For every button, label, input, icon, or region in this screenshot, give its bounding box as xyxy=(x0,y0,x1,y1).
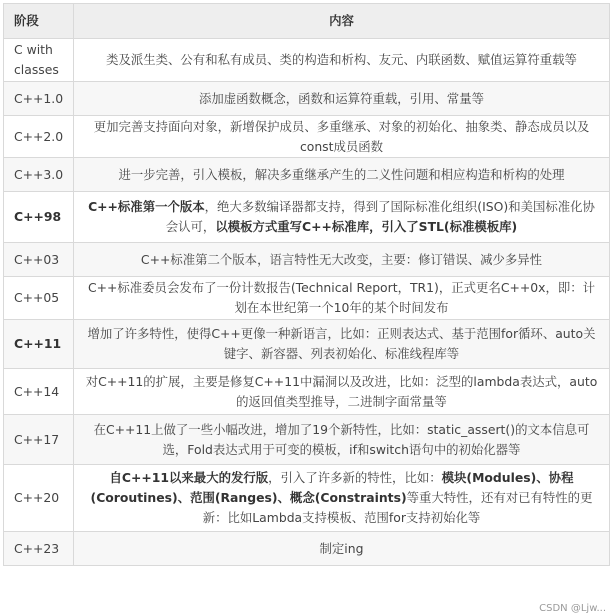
stage-cell: C++1.0 xyxy=(4,82,74,116)
content-cell xyxy=(74,369,610,415)
table-row xyxy=(4,243,610,277)
stage-cell: C++14 xyxy=(4,369,74,415)
content-text: 添加虚函数概念，函数和运算符重载，引用、常量等 xyxy=(199,90,484,106)
table-row xyxy=(4,532,610,566)
content-text: 类及派生类、公有和私有成员、类的构造和析构、友元、内联函数、赋值运算符重载等 xyxy=(106,52,577,67)
content-cell xyxy=(74,532,610,566)
content-highlight: 自C++11以来最大的发行版 xyxy=(109,470,269,485)
content-text: ，绝大多数编译器都支持，得到了国际标准化组织(ISO)和美国标准化协会认可， xyxy=(165,199,595,234)
content-cell xyxy=(74,39,610,82)
table-row xyxy=(4,465,610,532)
content-text: 制定ing xyxy=(319,540,364,556)
csdn-watermark: CSDN @Ljw... xyxy=(539,603,606,614)
content-text: ，引入了许多新的特性，比如： xyxy=(268,470,442,485)
content-text: 更加完善支持面向对象，新增保护成员、多重继承、对象的初始化、抽象类、静态成员以及const成员函数 xyxy=(93,118,590,154)
table-row xyxy=(4,116,610,158)
table-row xyxy=(4,320,610,369)
content-text: 增加了许多特性，使得C++更像一种新语言，比如：正则表达式、基于范围for循环、auto关键字、新容器、列表初始化、标准线程库等 xyxy=(87,326,596,361)
header-stage: 阶段 xyxy=(4,4,74,39)
stage-cell: C++3.0 xyxy=(4,158,74,192)
content-text: C++标准委员会发布了一份计数报告(Technical Report，TR1)，正式更名C++0x，即：计划在本世纪第一个10年的某个时间发布 xyxy=(87,280,596,315)
content-cell xyxy=(74,82,610,116)
content-text: 等重大特性，还有对已有特性的更新：比如Lambda支持模板、范围for支持初始化等 xyxy=(202,490,593,525)
content-cell xyxy=(74,415,610,465)
header-content: 内容 xyxy=(74,4,610,39)
table-row xyxy=(4,415,610,465)
stage-cell: C++98 xyxy=(4,192,74,243)
content-cell xyxy=(74,192,610,243)
cpp-history-table xyxy=(3,3,610,566)
content-text: 对C++11的扩展，主要是修复C++11中漏洞以及改进，比如：泛型的lambda表达式，auto的返回值类型推导，二进制字面常量等 xyxy=(85,373,598,409)
table-row xyxy=(4,192,610,243)
content-highlight: C++标准第一个版本 xyxy=(88,199,205,214)
stage-cell: C++17 xyxy=(4,415,74,465)
content-text: 在C++11上做了一些小幅改进，增加了19个新特性，比如：static_assert()的文本信息可选，Fold表达式用于可变的模板，if和switch语句中的初始化器等 xyxy=(93,421,590,457)
stage-cell: C++23 xyxy=(4,532,74,566)
table-body xyxy=(4,39,610,566)
table-row xyxy=(4,82,610,116)
table-row xyxy=(4,277,610,320)
content-cell xyxy=(74,277,610,320)
stage-cell: C++03 xyxy=(4,243,74,277)
table-row xyxy=(4,39,610,82)
content-highlight: 模块(Modules)、协程(Coroutines)、范围(Ranges)、概念(Constraints) xyxy=(90,470,574,505)
content-highlight: 以模板方式重写C++标准库，引入了STL(标准模板库) xyxy=(215,219,518,234)
content-cell xyxy=(74,158,610,192)
stage-cell: C++11 xyxy=(4,320,74,369)
stage-cell: C++2.0 xyxy=(4,116,74,158)
content-cell xyxy=(74,320,610,369)
table-row xyxy=(4,158,610,192)
content-text: C++标准第二个版本，语言特性无大改变，主要：修订错误、减少多异性 xyxy=(140,251,543,267)
table-header-row xyxy=(4,4,610,39)
stage-cell: C++05 xyxy=(4,277,74,320)
content-cell xyxy=(74,116,610,158)
stage-cell: C++20 xyxy=(4,465,74,532)
table-row xyxy=(4,369,610,415)
content-text: 进一步完善，引入模板，解决多重继承产生的二义性问题和相应构造和析构的处理 xyxy=(118,166,565,182)
content-cell xyxy=(74,243,610,277)
content-cell xyxy=(74,465,610,532)
stage-cell: C with classes xyxy=(4,39,74,82)
